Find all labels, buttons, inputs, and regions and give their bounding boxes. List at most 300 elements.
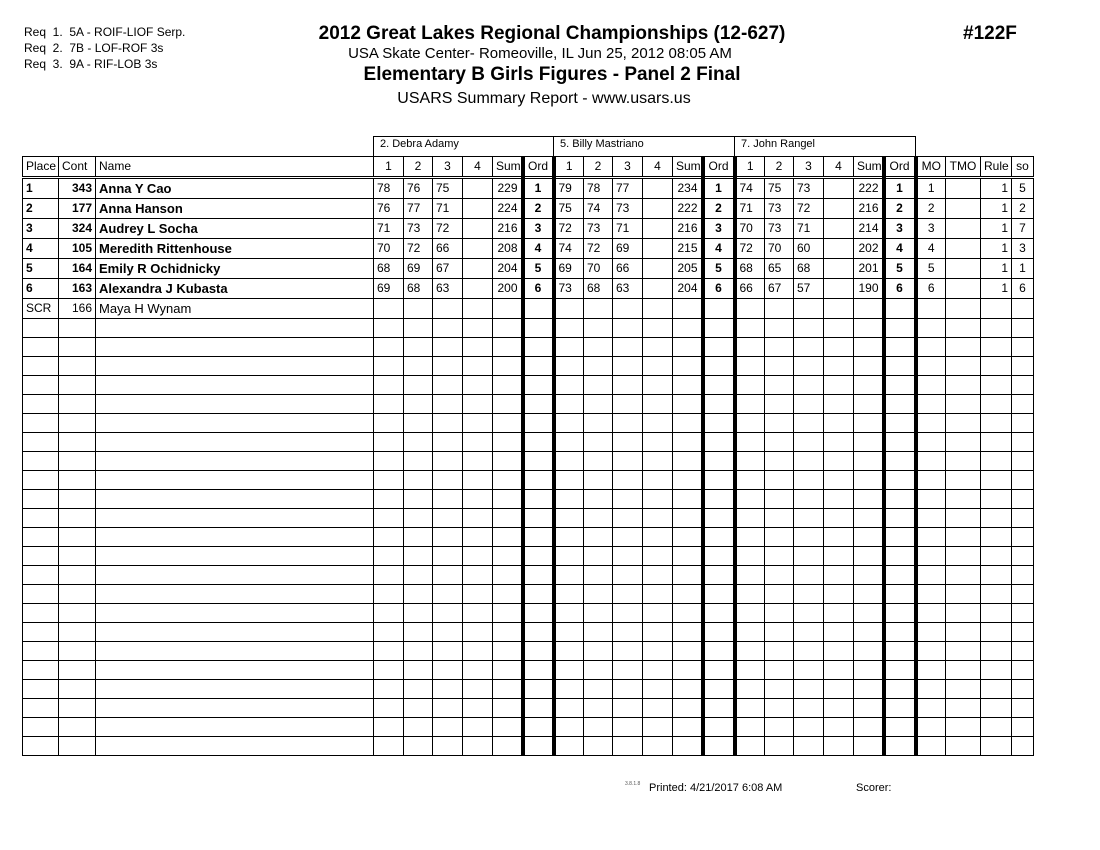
empty-cell bbox=[493, 414, 523, 433]
empty-cell bbox=[523, 680, 554, 699]
score-cell: 72 bbox=[433, 219, 463, 239]
score-cell: 71 bbox=[735, 199, 765, 219]
empty-cell bbox=[404, 547, 433, 566]
empty-cell bbox=[854, 452, 884, 471]
score-cell: 76 bbox=[404, 178, 433, 199]
empty-cell bbox=[463, 566, 493, 585]
ord-cell bbox=[703, 299, 735, 319]
score-cell: 70 bbox=[584, 259, 613, 279]
empty-cell bbox=[613, 680, 643, 699]
empty-row bbox=[23, 490, 1034, 509]
empty-cell bbox=[673, 680, 703, 699]
empty-cell bbox=[59, 547, 96, 566]
ord-cell: 5 bbox=[703, 259, 735, 279]
sum-cell: 202 bbox=[854, 239, 884, 259]
scorer-label: Scorer: bbox=[856, 782, 892, 794]
empty-cell bbox=[794, 718, 824, 737]
score-cell: 79 bbox=[554, 178, 584, 199]
empty-cell bbox=[981, 642, 1012, 661]
empty-cell bbox=[673, 661, 703, 680]
empty-cell bbox=[96, 623, 374, 642]
score-cell bbox=[643, 259, 673, 279]
empty-cell bbox=[584, 509, 613, 528]
empty-cell bbox=[1012, 319, 1034, 338]
empty-cell bbox=[884, 433, 916, 452]
empty-cell bbox=[493, 737, 523, 756]
score-cell: 69 bbox=[613, 239, 643, 259]
empty-cell bbox=[735, 623, 765, 642]
ord-cell: 3 bbox=[884, 219, 916, 239]
empty-cell bbox=[916, 509, 946, 528]
empty-cell bbox=[554, 661, 584, 680]
empty-row bbox=[23, 661, 1034, 680]
empty-cell bbox=[433, 718, 463, 737]
empty-cell bbox=[1012, 528, 1034, 547]
empty-cell bbox=[916, 471, 946, 490]
empty-cell bbox=[584, 547, 613, 566]
empty-cell bbox=[643, 585, 673, 604]
empty-cell bbox=[554, 547, 584, 566]
empty-cell bbox=[613, 338, 643, 357]
empty-row bbox=[23, 471, 1034, 490]
score-cell: 72 bbox=[404, 239, 433, 259]
score-cell bbox=[735, 299, 765, 319]
empty-cell bbox=[643, 642, 673, 661]
score-cell bbox=[463, 239, 493, 259]
col-j2-3: 3 bbox=[613, 157, 643, 178]
empty-cell bbox=[96, 395, 374, 414]
ord-cell: 5 bbox=[523, 259, 554, 279]
col-j1-3: 3 bbox=[433, 157, 463, 178]
empty-cell bbox=[884, 623, 916, 642]
empty-cell bbox=[854, 718, 884, 737]
empty-cell bbox=[916, 319, 946, 338]
score-cell: 71 bbox=[374, 219, 404, 239]
score-cell: 68 bbox=[794, 259, 824, 279]
event-title: Elementary B Girls Figures - Panel 2 Final bbox=[363, 64, 741, 85]
empty-cell bbox=[23, 490, 59, 509]
empty-cell bbox=[463, 414, 493, 433]
ord-cell: 2 bbox=[703, 199, 735, 219]
empty-cell bbox=[59, 585, 96, 604]
empty-cell bbox=[794, 490, 824, 509]
empty-cell bbox=[824, 661, 854, 680]
empty-cell bbox=[404, 357, 433, 376]
score-cell bbox=[643, 299, 673, 319]
score-cell bbox=[643, 239, 673, 259]
empty-cell bbox=[463, 433, 493, 452]
empty-cell bbox=[916, 623, 946, 642]
empty-cell bbox=[981, 604, 1012, 623]
empty-row bbox=[23, 699, 1034, 718]
tmo-cell bbox=[946, 279, 981, 299]
empty-cell bbox=[523, 319, 554, 338]
so-cell: 5 bbox=[1012, 178, 1034, 199]
empty-cell bbox=[673, 528, 703, 547]
empty-cell bbox=[981, 680, 1012, 699]
empty-cell bbox=[735, 471, 765, 490]
name-cell: Meredith Rittenhouse bbox=[96, 239, 374, 259]
empty-cell bbox=[1012, 471, 1034, 490]
score-cell: 66 bbox=[735, 279, 765, 299]
empty-cell bbox=[59, 338, 96, 357]
score-cell: 70 bbox=[765, 239, 794, 259]
empty-cell bbox=[703, 566, 735, 585]
so-cell: 7 bbox=[1012, 219, 1034, 239]
empty-cell bbox=[433, 395, 463, 414]
empty-cell bbox=[613, 471, 643, 490]
empty-cell bbox=[584, 376, 613, 395]
empty-cell bbox=[981, 357, 1012, 376]
empty-cell bbox=[946, 452, 981, 471]
empty-cell bbox=[404, 680, 433, 699]
sum-cell: 224 bbox=[493, 199, 523, 219]
score-cell: 71 bbox=[613, 219, 643, 239]
empty-cell bbox=[613, 547, 643, 566]
empty-cell bbox=[554, 471, 584, 490]
empty-cell bbox=[554, 357, 584, 376]
score-cell: 57 bbox=[794, 279, 824, 299]
empty-cell bbox=[554, 338, 584, 357]
requirement-3: Req 3. 9A - RIF-LOB 3s bbox=[24, 57, 158, 71]
empty-cell bbox=[463, 623, 493, 642]
empty-cell bbox=[794, 452, 824, 471]
empty-cell bbox=[854, 661, 884, 680]
empty-cell bbox=[916, 490, 946, 509]
cont-cell: 166 bbox=[59, 299, 96, 319]
score-cell: 73 bbox=[794, 178, 824, 199]
ord-cell: 4 bbox=[884, 239, 916, 259]
col-name: Name bbox=[96, 157, 374, 178]
col-j2-1: 1 bbox=[554, 157, 584, 178]
col-rule: Rule bbox=[981, 157, 1012, 178]
score-cell bbox=[554, 299, 584, 319]
empty-cell bbox=[981, 319, 1012, 338]
col-j3-4: 4 bbox=[824, 157, 854, 178]
empty-cell bbox=[794, 319, 824, 338]
empty-cell bbox=[765, 471, 794, 490]
empty-cell bbox=[735, 718, 765, 737]
score-cell: 72 bbox=[584, 239, 613, 259]
empty-cell bbox=[493, 395, 523, 414]
empty-cell bbox=[554, 414, 584, 433]
empty-cell bbox=[735, 452, 765, 471]
empty-cell bbox=[735, 376, 765, 395]
empty-cell bbox=[1012, 338, 1034, 357]
empty-cell bbox=[463, 661, 493, 680]
empty-cell bbox=[96, 718, 374, 737]
empty-cell bbox=[59, 661, 96, 680]
empty-row bbox=[23, 414, 1034, 433]
cont-cell: 177 bbox=[59, 199, 96, 219]
empty-cell bbox=[854, 471, 884, 490]
empty-cell bbox=[981, 452, 1012, 471]
empty-cell bbox=[613, 357, 643, 376]
col-j1-sum: Sum bbox=[493, 157, 523, 178]
empty-cell bbox=[946, 623, 981, 642]
empty-cell bbox=[23, 699, 59, 718]
empty-cell bbox=[824, 338, 854, 357]
empty-cell bbox=[433, 566, 463, 585]
empty-cell bbox=[463, 376, 493, 395]
empty-cell bbox=[584, 319, 613, 338]
empty-cell bbox=[433, 319, 463, 338]
empty-cell bbox=[765, 547, 794, 566]
empty-cell bbox=[884, 604, 916, 623]
empty-row bbox=[23, 395, 1034, 414]
empty-cell bbox=[493, 718, 523, 737]
score-cell: 70 bbox=[374, 239, 404, 259]
empty-cell bbox=[884, 642, 916, 661]
empty-cell bbox=[854, 680, 884, 699]
empty-row bbox=[23, 680, 1034, 699]
empty-cell bbox=[824, 680, 854, 699]
empty-cell bbox=[884, 319, 916, 338]
score-cell: 68 bbox=[584, 279, 613, 299]
empty-cell bbox=[916, 528, 946, 547]
empty-cell bbox=[946, 699, 981, 718]
col-j2-ord: Ord bbox=[703, 157, 735, 178]
score-cell: 69 bbox=[374, 279, 404, 299]
empty-cell bbox=[916, 414, 946, 433]
col-j2-4: 4 bbox=[643, 157, 673, 178]
empty-cell bbox=[916, 357, 946, 376]
table-row bbox=[23, 178, 1034, 199]
place-cell: 4 bbox=[23, 239, 59, 259]
mo-cell: 4 bbox=[916, 239, 946, 259]
empty-cell bbox=[824, 376, 854, 395]
empty-cell bbox=[946, 585, 981, 604]
empty-cell bbox=[673, 642, 703, 661]
empty-cell bbox=[404, 414, 433, 433]
empty-cell bbox=[884, 699, 916, 718]
empty-cell bbox=[584, 623, 613, 642]
empty-cell bbox=[433, 357, 463, 376]
empty-cell bbox=[96, 452, 374, 471]
empty-cell bbox=[1012, 509, 1034, 528]
rule-cell: 1 bbox=[981, 219, 1012, 239]
empty-cell bbox=[765, 490, 794, 509]
score-cell: 76 bbox=[374, 199, 404, 219]
score-cell: 68 bbox=[735, 259, 765, 279]
mo-cell: 2 bbox=[916, 199, 946, 219]
empty-cell bbox=[794, 433, 824, 452]
empty-cell bbox=[946, 642, 981, 661]
empty-cell bbox=[1012, 699, 1034, 718]
empty-cell bbox=[981, 718, 1012, 737]
empty-cell bbox=[584, 528, 613, 547]
empty-cell bbox=[643, 338, 673, 357]
empty-cell bbox=[584, 642, 613, 661]
empty-cell bbox=[824, 395, 854, 414]
empty-cell bbox=[824, 452, 854, 471]
empty-cell bbox=[433, 585, 463, 604]
empty-cell bbox=[735, 509, 765, 528]
empty-cell bbox=[374, 547, 404, 566]
empty-cell bbox=[1012, 357, 1034, 376]
empty-cell bbox=[735, 547, 765, 566]
empty-cell bbox=[703, 490, 735, 509]
empty-cell bbox=[433, 661, 463, 680]
empty-cell bbox=[613, 642, 643, 661]
empty-cell bbox=[23, 604, 59, 623]
empty-row bbox=[23, 452, 1034, 471]
empty-cell bbox=[703, 433, 735, 452]
name-cell: Anna Hanson bbox=[96, 199, 374, 219]
empty-cell bbox=[23, 319, 59, 338]
empty-cell bbox=[23, 623, 59, 642]
empty-cell bbox=[96, 319, 374, 338]
score-cell bbox=[433, 299, 463, 319]
score-cell: 73 bbox=[765, 219, 794, 239]
empty-cell bbox=[824, 642, 854, 661]
empty-cell bbox=[981, 737, 1012, 756]
empty-cell bbox=[735, 490, 765, 509]
place-cell: 1 bbox=[23, 178, 59, 199]
empty-cell bbox=[673, 547, 703, 566]
score-cell: 75 bbox=[554, 199, 584, 219]
empty-row bbox=[23, 357, 1034, 376]
sum-cell bbox=[673, 299, 703, 319]
empty-row bbox=[23, 623, 1034, 642]
judge-header-3: 7. John Rangel bbox=[734, 136, 916, 156]
empty-cell bbox=[554, 490, 584, 509]
sum-cell: 205 bbox=[673, 259, 703, 279]
empty-cell bbox=[1012, 623, 1034, 642]
empty-cell bbox=[946, 433, 981, 452]
empty-cell bbox=[673, 718, 703, 737]
so-cell: 2 bbox=[1012, 199, 1034, 219]
name-cell: Maya H Wynam bbox=[96, 299, 374, 319]
empty-cell bbox=[23, 528, 59, 547]
col-j3-sum: Sum bbox=[854, 157, 884, 178]
rule-cell: 1 bbox=[981, 279, 1012, 299]
empty-cell bbox=[794, 471, 824, 490]
empty-cell bbox=[946, 338, 981, 357]
empty-cell bbox=[96, 471, 374, 490]
col-j3-2: 2 bbox=[765, 157, 794, 178]
empty-cell bbox=[765, 376, 794, 395]
empty-cell bbox=[59, 357, 96, 376]
empty-cell bbox=[794, 680, 824, 699]
col-mo: MO bbox=[916, 157, 946, 178]
score-cell bbox=[463, 178, 493, 199]
sum-cell bbox=[493, 299, 523, 319]
empty-cell bbox=[765, 433, 794, 452]
empty-cell bbox=[946, 547, 981, 566]
empty-cell bbox=[854, 528, 884, 547]
empty-cell bbox=[916, 699, 946, 718]
col-cont: Cont bbox=[59, 157, 96, 178]
name-cell: Alexandra J Kubasta bbox=[96, 279, 374, 299]
empty-cell bbox=[735, 737, 765, 756]
empty-cell bbox=[824, 585, 854, 604]
empty-cell bbox=[23, 357, 59, 376]
empty-cell bbox=[765, 395, 794, 414]
empty-cell bbox=[23, 737, 59, 756]
empty-cell bbox=[981, 661, 1012, 680]
sum-cell bbox=[854, 299, 884, 319]
score-cell: 74 bbox=[584, 199, 613, 219]
cont-cell: 324 bbox=[59, 219, 96, 239]
empty-cell bbox=[765, 642, 794, 661]
judge-header-1: 2. Debra Adamy bbox=[373, 136, 554, 156]
empty-cell bbox=[96, 490, 374, 509]
empty-cell bbox=[735, 699, 765, 718]
empty-cell bbox=[463, 737, 493, 756]
score-cell bbox=[824, 219, 854, 239]
empty-cell bbox=[493, 357, 523, 376]
empty-cell bbox=[374, 471, 404, 490]
mo-cell bbox=[916, 299, 946, 319]
empty-cell bbox=[884, 357, 916, 376]
empty-cell bbox=[523, 414, 554, 433]
score-cell: 71 bbox=[433, 199, 463, 219]
sum-cell: 201 bbox=[854, 259, 884, 279]
table-row bbox=[23, 299, 1034, 319]
empty-cell bbox=[946, 718, 981, 737]
ord-cell: 1 bbox=[884, 178, 916, 199]
sum-cell: 215 bbox=[673, 239, 703, 259]
empty-cell bbox=[854, 357, 884, 376]
empty-cell bbox=[884, 395, 916, 414]
empty-row bbox=[23, 433, 1034, 452]
empty-cell bbox=[884, 338, 916, 357]
empty-cell bbox=[884, 547, 916, 566]
empty-cell bbox=[23, 338, 59, 357]
empty-cell bbox=[735, 680, 765, 699]
sum-cell: 229 bbox=[493, 178, 523, 199]
col-j1-4: 4 bbox=[463, 157, 493, 178]
empty-cell bbox=[916, 661, 946, 680]
col-j2-sum: Sum bbox=[673, 157, 703, 178]
score-cell bbox=[765, 299, 794, 319]
score-cell: 75 bbox=[765, 178, 794, 199]
empty-cell bbox=[463, 471, 493, 490]
score-cell: 67 bbox=[765, 279, 794, 299]
empty-cell bbox=[523, 452, 554, 471]
empty-cell bbox=[613, 737, 643, 756]
empty-cell bbox=[374, 623, 404, 642]
empty-cell bbox=[794, 737, 824, 756]
empty-cell bbox=[613, 376, 643, 395]
empty-cell bbox=[59, 395, 96, 414]
empty-cell bbox=[404, 319, 433, 338]
empty-cell bbox=[404, 661, 433, 680]
empty-cell bbox=[643, 623, 673, 642]
rule-cell: 1 bbox=[981, 199, 1012, 219]
so-cell: 3 bbox=[1012, 239, 1034, 259]
empty-cell bbox=[916, 585, 946, 604]
empty-cell bbox=[523, 718, 554, 737]
empty-cell bbox=[23, 395, 59, 414]
empty-cell bbox=[946, 490, 981, 509]
cont-cell: 343 bbox=[59, 178, 96, 199]
empty-row bbox=[23, 528, 1034, 547]
empty-cell bbox=[404, 338, 433, 357]
score-cell bbox=[374, 299, 404, 319]
rule-cell: 1 bbox=[981, 239, 1012, 259]
results-table bbox=[22, 156, 1034, 756]
empty-cell bbox=[735, 566, 765, 585]
empty-cell bbox=[493, 490, 523, 509]
empty-cell bbox=[916, 395, 946, 414]
empty-cell bbox=[643, 547, 673, 566]
empty-cell bbox=[433, 338, 463, 357]
sum-cell: 234 bbox=[673, 178, 703, 199]
empty-cell bbox=[854, 509, 884, 528]
empty-cell bbox=[916, 376, 946, 395]
